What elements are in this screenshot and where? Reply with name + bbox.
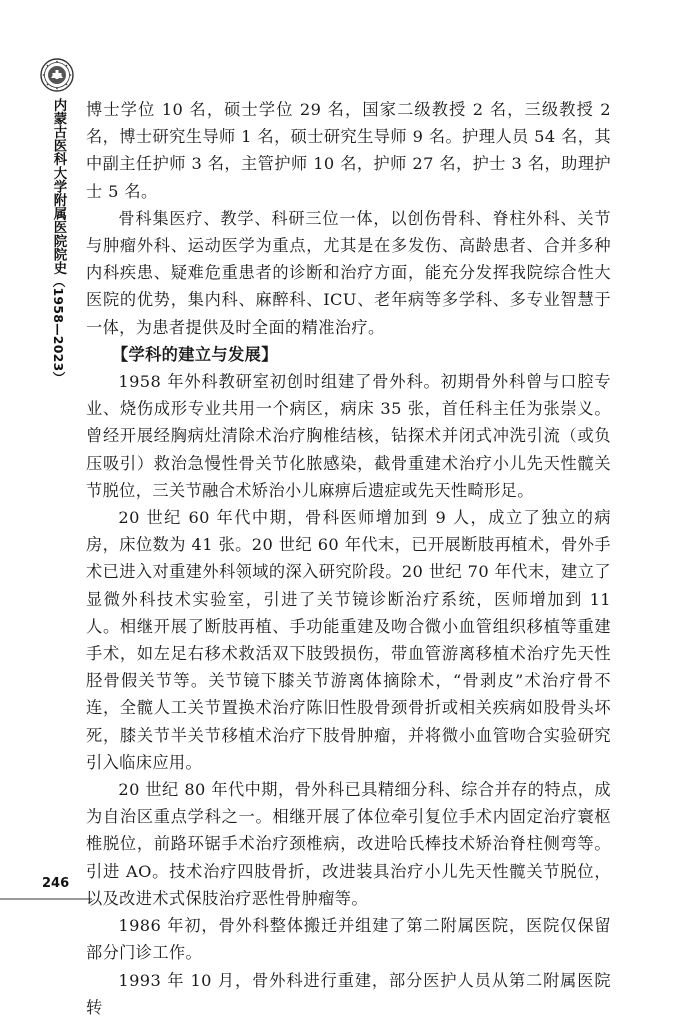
section-heading: 【学科的建立与发展】 bbox=[111, 344, 278, 364]
paragraph-orthopedics-overview: 骨科集医疗、教学、科研三位一体，以创伤骨科、脊柱外科、关节与肿瘤外科、运动医学为重点，尤其是在多发伤、高龄患者、合并多种内科疾患、疑难危重患者的诊断和治疗方面，能充分发挥我院综合性大医院的优势，集内科、麻醉科、ICU、老年病等多学科、多专业智慧于一体，为患者提供及时全面的精准治疗。 bbox=[86, 208, 611, 337]
page-body bbox=[86, 96, 611, 1021]
running-header-book-title bbox=[47, 98, 69, 384]
book-title-years: （1958—2023） bbox=[51, 274, 66, 385]
book-title-text: 内蒙古医科大学附属医院院史 bbox=[51, 98, 66, 275]
page-number-rule bbox=[0, 898, 92, 900]
paragraph-1958: 1958 年外科教研室初创时组建了骨外科。初期骨外科曾与口腔专业、烧伤成形专业共用一个病区，病床 35 张，首任科主任为张崇义。曾经开展经胸病灶清除术治疗胸椎结核，钻探术并闭式冲洗引流（或负压吸引）救治急慢性骨关节化脓感染，截骨重建术治疗小儿先天性髋关节脱位，三关节融合术矫治小儿麻痹后遗症或先天性畸形足。 bbox=[86, 372, 611, 500]
paragraph-1960s-1970s: 20 世纪 60 年代中期，骨科医师增加到 9 人，成立了独立的病房，床位数为 41 张。20 世纪 60 年代末，已开展断肢再植术，骨外手术已进入对重建外科领域的深入研究阶段。20 世纪 70 年代末，建立了显微外科技术实验室，引进了关节镜诊断治疗系统，医师增加到 11 人。相继开展了断肢再植、手功能重建及吻合微小血管组织移植等重建手术，如左足右移术救活双下肢毁损伤，带血管游离移植术治疗先天性胫骨假关节等。关节镜下膝关节游离体摘除术，“骨剥皮”术治疗骨不连，全髋人工关节置换术治疗陈旧性股骨颈骨折或相关疾病如股骨头坏死，膝关节半关节移植术治疗下肢骨肿瘤，并将微小血管吻合实验研究引入临床应用。 bbox=[86, 508, 611, 772]
page-sidebar bbox=[0, 0, 92, 983]
page-number: 246 bbox=[42, 876, 70, 891]
paragraph-1986: 1986 年初，骨外科整体搬迁并组建了第二附属医院，医院仅保留部分门诊工作。 bbox=[86, 916, 611, 963]
paragraph-continued: 博士学位 10 名，硕士学位 29 名，国家二级教授 2 名，三级教授 2 名，博士研究生导师 1 名，硕士研究生导师 9 名。护理人员 54 名，其中副主任护师 3 名，主管护师 10 名，护师 27 名，护士 3 名，助理护士 5 名。 bbox=[86, 100, 611, 201]
paragraph-1993: 1993 年 10 月，骨外科进行重建，部分医护人员从第二附属医院转 bbox=[86, 970, 611, 1017]
hospital-emblem-icon bbox=[40, 58, 74, 92]
paragraph-1980s: 20 世纪 80 年代中期，骨外科已具精细分科、综合并存的特点，成为自治区重点学科之一。相继开展了体位牵引复位手术内固定治疗寰枢椎脱位，前路环锯手术治疗颈椎病，改进哈氏棒技术矫治脊柱侧弯等。引进 AO。技术治疗四肢骨折，改进装具治疗小儿先天性髋关节脱位，以及改进术式保肢治疗恶性骨肿瘤等。 bbox=[86, 780, 611, 908]
